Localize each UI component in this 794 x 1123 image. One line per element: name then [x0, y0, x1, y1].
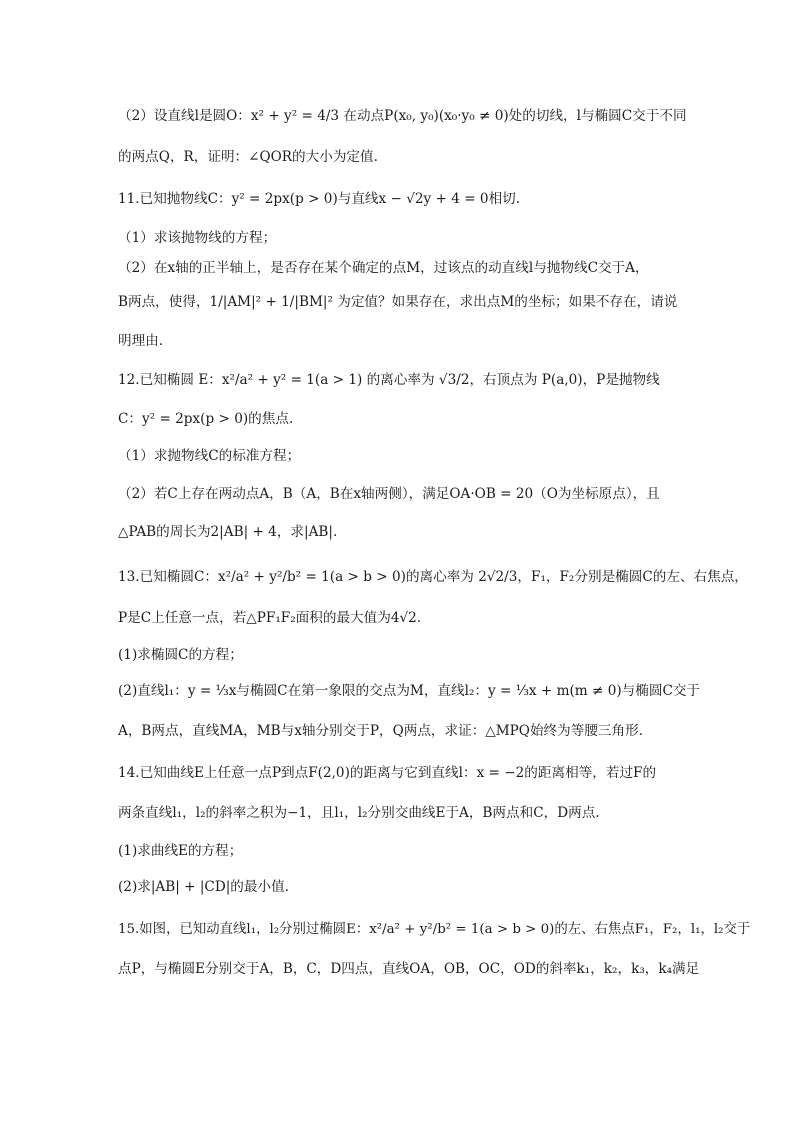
text-line: 两条直线l₁，l₂的斜率之积为−1，且l₁，l₂分别交曲线E于A，B两点和C，D两点.: [118, 805, 600, 821]
text-line: (1)求椭圆C的方程；: [118, 647, 243, 663]
text-line: P是C上任意一点，若△PF₁F₂面积的最大值为4√2.: [118, 610, 422, 626]
problem-15-heading: 15.如图，已知动直线l₁，l₂分别过椭圆E：x²/a² + y²/b² = 1(a > b > 0)的左、右焦点F₁，F₂，l₁，l₂交于: [118, 922, 751, 937]
text-line: （2）若C上存在两动点A，B（A，B在x轴两侧），满足OA·OB = 20（O为坐标原点），且: [118, 486, 660, 502]
text-line: C：y² = 2px(p > 0)的焦点.: [118, 411, 294, 427]
text-line: （2）在x轴的正半轴上，是否存在某个确定的点M，过该点的动直线l与抛物线C交于A，: [118, 260, 649, 276]
text-line: 点P，与椭圆E分别交于A，B，C，D四点，直线OA，OB，OC，OD的斜率k₁，k₂，k₃，k₄满足: [118, 961, 700, 977]
text-line: B两点，使得，1/|AM|² + 1/|BM|² 为定值？如果存在，求出点M的坐标；如果不存在，请说: [118, 294, 678, 310]
problem-12-heading: 12.已知椭圆 E：x²/a² + y² = 1(a > 1) 的离心率为 √3/2，右顶点为 P(a,0)，P是抛物线: [118, 372, 660, 388]
text-line: △PAB的周长为2|AB| + 4，求|AB|.: [118, 524, 338, 540]
text-line: (1)求曲线E的方程；: [118, 843, 243, 859]
text-line: （1）求抛物线C的标准方程；: [118, 448, 301, 464]
text-line: （1）求该抛物线的方程；: [118, 230, 277, 246]
problem-13-heading: 13.已知椭圆C：x²/a² + y²/b² = 1(a > b > 0)的离心率为 2√2/3，F₁，F₂分别是椭圆C的左、右焦点，: [118, 569, 748, 585]
text-line: 的两点Q，R，证明：∠QOR的大小为定值.: [118, 149, 378, 165]
problem-14-heading: 14.已知曲线E上任意一点P到点F(2,0)的距离与它到直线l：x = −2的距离相等，若过F的: [118, 765, 657, 781]
text-line: (2)求|AB| + |CD|的最小值.: [118, 879, 290, 895]
text-line: A，B两点，直线MA，MB与x轴分别交于P，Q两点，求证：△MPQ始终为等腰三角形.: [118, 723, 644, 739]
text-line: 明理由.: [118, 333, 164, 349]
text-line: （2）设直线l是圆O：x² + y² = 4/3 在动点P(x₀, y₀)(x₀·y₀ ≠ 0)处的切线，l与椭圆C交于不同: [118, 108, 687, 124]
text-line: (2)直线l₁：y = ⅓x与椭圆C在第一象限的交点为M，直线l₂：y = ⅓x + m(m ≠ 0)与椭圆C交于: [118, 683, 701, 699]
problem-11-heading: 11.已知抛物线C：y² = 2px(p > 0)与直线x − √2y + 4 = 0相切.: [118, 191, 521, 207]
